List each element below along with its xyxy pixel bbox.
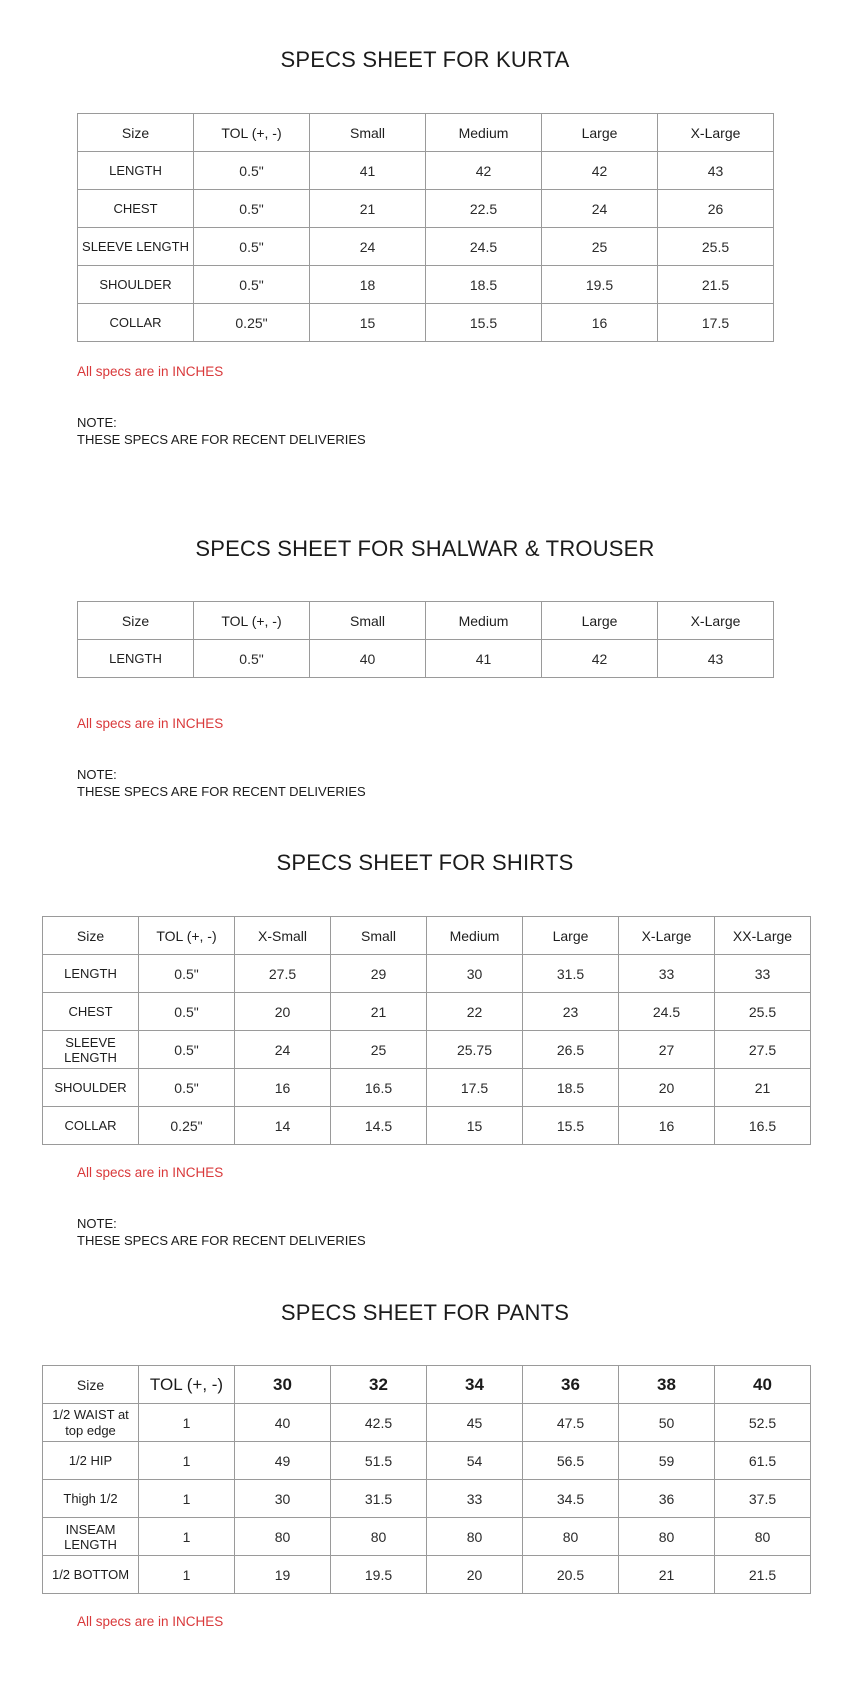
table-row <box>78 228 774 266</box>
table-cell: 19.5 <box>331 1556 427 1594</box>
shalwar-units-note: All specs are in INCHES <box>77 716 224 731</box>
table-cell: 33 <box>715 955 811 993</box>
kurta-spec-table <box>77 113 774 342</box>
row-label: 1/2 BOTTOM <box>43 1556 139 1594</box>
table-cell: 24.5 <box>619 993 715 1031</box>
row-label: CHEST <box>78 190 194 228</box>
table-cell: 42 <box>542 152 658 190</box>
column-header: TOL (+, -) <box>139 1366 235 1404</box>
table-cell: 0.5" <box>194 228 310 266</box>
table-cell: 18.5 <box>523 1069 619 1107</box>
table-row <box>43 1442 811 1480</box>
row-label: INSEAM LENGTH <box>43 1518 139 1556</box>
column-header: Large <box>542 114 658 152</box>
table-cell: 30 <box>427 955 523 993</box>
table-cell: 34.5 <box>523 1480 619 1518</box>
column-header: Size <box>43 917 139 955</box>
column-header: Medium <box>426 114 542 152</box>
table-cell: 80 <box>235 1518 331 1556</box>
row-label: SHOULDER <box>43 1069 139 1107</box>
column-header: 30 <box>235 1366 331 1404</box>
row-label: COLLAR <box>78 304 194 342</box>
table-cell: 33 <box>427 1480 523 1518</box>
shalwar-note <box>77 766 366 800</box>
column-header: Large <box>542 602 658 640</box>
row-label: LENGTH <box>43 955 139 993</box>
table-row <box>43 993 811 1031</box>
table-cell: 80 <box>715 1518 811 1556</box>
column-header: 36 <box>523 1366 619 1404</box>
table-cell: 40 <box>235 1404 331 1442</box>
shalwar-title: SPECS SHEET FOR SHALWAR & TROUSER <box>195 536 655 561</box>
table-cell: 22.5 <box>426 190 542 228</box>
table-cell: 45 <box>427 1404 523 1442</box>
note-label: NOTE: <box>77 767 117 782</box>
column-header: X-Large <box>658 602 774 640</box>
shirts-note <box>77 1215 366 1249</box>
table-row <box>78 266 774 304</box>
table-cell: 20 <box>619 1069 715 1107</box>
table-cell: 31.5 <box>523 955 619 993</box>
table-cell: 0.5" <box>194 152 310 190</box>
column-header: Medium <box>427 917 523 955</box>
table-cell: 0.5" <box>194 266 310 304</box>
table-row <box>43 1031 811 1069</box>
table-cell: 47.5 <box>523 1404 619 1442</box>
table-cell: 50 <box>619 1404 715 1442</box>
column-header: 32 <box>331 1366 427 1404</box>
shirts-spec-table <box>42 916 811 1145</box>
table-cell: 27 <box>619 1031 715 1069</box>
column-header: TOL (+, -) <box>139 917 235 955</box>
table-cell: 16 <box>542 304 658 342</box>
table-row <box>43 1107 811 1145</box>
column-header: X-Small <box>235 917 331 955</box>
table-cell: 24 <box>235 1031 331 1069</box>
table-cell: 43 <box>658 152 774 190</box>
table-row <box>43 1556 811 1594</box>
table-cell: 52.5 <box>715 1404 811 1442</box>
row-label: 1/2 WAIST at top edge <box>43 1404 139 1442</box>
table-row <box>43 1518 811 1556</box>
table-cell: 25.5 <box>715 993 811 1031</box>
table-cell: 29 <box>331 955 427 993</box>
table-cell: 15 <box>427 1107 523 1145</box>
table-cell: 16.5 <box>331 1069 427 1107</box>
row-label: SLEEVE LENGTH <box>78 228 194 266</box>
table-cell: 31.5 <box>331 1480 427 1518</box>
column-header: Small <box>310 114 426 152</box>
table-cell: 0.5" <box>139 993 235 1031</box>
table-cell: 0.5" <box>139 1069 235 1107</box>
table-cell: 18.5 <box>426 266 542 304</box>
column-header: Small <box>331 917 427 955</box>
table-cell: 21.5 <box>715 1556 811 1594</box>
row-label: Thigh 1/2 <box>43 1480 139 1518</box>
table-cell: 0.25" <box>194 304 310 342</box>
table-cell: 18 <box>310 266 426 304</box>
table-cell: 0.5" <box>194 640 310 678</box>
table-cell: 25 <box>542 228 658 266</box>
table-cell: 20.5 <box>523 1556 619 1594</box>
column-header: X-Large <box>619 917 715 955</box>
row-label: SHOULDER <box>78 266 194 304</box>
table-cell: 20 <box>427 1556 523 1594</box>
table-cell: 15.5 <box>426 304 542 342</box>
table-cell: 21 <box>715 1069 811 1107</box>
note-label: NOTE: <box>77 415 117 430</box>
table-header-row <box>43 1366 811 1404</box>
column-header: TOL (+, -) <box>194 602 310 640</box>
table-cell: 80 <box>523 1518 619 1556</box>
kurta-title: SPECS SHEET FOR KURTA <box>280 47 570 72</box>
column-header: Medium <box>426 602 542 640</box>
shirts-title: SPECS SHEET FOR SHIRTS <box>276 850 574 875</box>
table-cell: 0.5" <box>139 955 235 993</box>
table-cell: 14.5 <box>331 1107 427 1145</box>
table-cell: 16.5 <box>715 1107 811 1145</box>
kurta-units-note: All specs are in INCHES <box>77 364 224 379</box>
table-cell: 49 <box>235 1442 331 1480</box>
table-cell: 16 <box>235 1069 331 1107</box>
table-row <box>43 1404 811 1442</box>
table-cell: 27.5 <box>235 955 331 993</box>
table-cell: 1 <box>139 1518 235 1556</box>
table-cell: 19 <box>235 1556 331 1594</box>
column-header: Size <box>78 114 194 152</box>
table-cell: 21 <box>619 1556 715 1594</box>
table-row <box>78 152 774 190</box>
table-cell: 25 <box>331 1031 427 1069</box>
column-header: Size <box>43 1366 139 1404</box>
table-header-row <box>78 602 774 640</box>
table-cell: 80 <box>427 1518 523 1556</box>
column-header: 38 <box>619 1366 715 1404</box>
table-row <box>78 304 774 342</box>
table-cell: 15.5 <box>523 1107 619 1145</box>
table-cell: 1 <box>139 1442 235 1480</box>
table-cell: 0.5" <box>139 1031 235 1069</box>
table-cell: 21 <box>310 190 426 228</box>
row-label: LENGTH <box>78 640 194 678</box>
table-cell: 23 <box>523 993 619 1031</box>
table-cell: 41 <box>310 152 426 190</box>
shalwar-spec-table <box>77 601 774 678</box>
table-cell: 22 <box>427 993 523 1031</box>
shirts-units-note: All specs are in INCHES <box>77 1165 224 1180</box>
table-cell: 40 <box>310 640 426 678</box>
table-cell: 61.5 <box>715 1442 811 1480</box>
table-cell: 25.75 <box>427 1031 523 1069</box>
table-cell: 26.5 <box>523 1031 619 1069</box>
table-cell: 80 <box>619 1518 715 1556</box>
column-header: X-Large <box>658 114 774 152</box>
row-label: 1/2 HIP <box>43 1442 139 1480</box>
pants-spec-table <box>42 1365 811 1594</box>
table-cell: 17.5 <box>658 304 774 342</box>
table-cell: 30 <box>235 1480 331 1518</box>
table-row <box>43 955 811 993</box>
column-header: 34 <box>427 1366 523 1404</box>
table-row <box>43 1069 811 1107</box>
table-cell: 37.5 <box>715 1480 811 1518</box>
table-cell: 20 <box>235 993 331 1031</box>
table-cell: 26 <box>658 190 774 228</box>
table-cell: 51.5 <box>331 1442 427 1480</box>
table-cell: 1 <box>139 1404 235 1442</box>
table-cell: 24.5 <box>426 228 542 266</box>
table-cell: 42.5 <box>331 1404 427 1442</box>
note-text: THESE SPECS ARE FOR RECENT DELIVERIES <box>77 1233 366 1248</box>
table-cell: 42 <box>426 152 542 190</box>
table-cell: 16 <box>619 1107 715 1145</box>
table-cell: 27.5 <box>715 1031 811 1069</box>
table-cell: 59 <box>619 1442 715 1480</box>
table-cell: 0.5" <box>194 190 310 228</box>
table-cell: 21 <box>331 993 427 1031</box>
table-cell: 21.5 <box>658 266 774 304</box>
row-label: COLLAR <box>43 1107 139 1145</box>
table-cell: 0.25" <box>139 1107 235 1145</box>
column-header: XX-Large <box>715 917 811 955</box>
table-cell: 36 <box>619 1480 715 1518</box>
column-header: 40 <box>715 1366 811 1404</box>
column-header: Small <box>310 602 426 640</box>
note-label: NOTE: <box>77 1216 117 1231</box>
table-cell: 14 <box>235 1107 331 1145</box>
table-cell: 54 <box>427 1442 523 1480</box>
row-label: LENGTH <box>78 152 194 190</box>
row-label: CHEST <box>43 993 139 1031</box>
row-label: SLEEVE LENGTH <box>43 1031 139 1069</box>
table-cell: 80 <box>331 1518 427 1556</box>
table-cell: 1 <box>139 1480 235 1518</box>
table-cell: 41 <box>426 640 542 678</box>
table-cell: 19.5 <box>542 266 658 304</box>
column-header: Large <box>523 917 619 955</box>
table-cell: 15 <box>310 304 426 342</box>
table-row <box>78 640 774 678</box>
table-cell: 33 <box>619 955 715 993</box>
table-cell: 56.5 <box>523 1442 619 1480</box>
pants-units-note: All specs are in INCHES <box>77 1614 224 1629</box>
table-cell: 24 <box>542 190 658 228</box>
table-header-row <box>43 917 811 955</box>
column-header: TOL (+, -) <box>194 114 310 152</box>
table-header-row <box>78 114 774 152</box>
note-text: THESE SPECS ARE FOR RECENT DELIVERIES <box>77 432 366 447</box>
table-cell: 25.5 <box>658 228 774 266</box>
table-cell: 1 <box>139 1556 235 1594</box>
table-cell: 17.5 <box>427 1069 523 1107</box>
table-row <box>78 190 774 228</box>
column-header: Size <box>78 602 194 640</box>
table-cell: 42 <box>542 640 658 678</box>
table-cell: 43 <box>658 640 774 678</box>
table-row <box>43 1480 811 1518</box>
table-cell: 24 <box>310 228 426 266</box>
pants-title: SPECS SHEET FOR PANTS <box>280 1300 570 1325</box>
kurta-note <box>77 414 366 448</box>
note-text: THESE SPECS ARE FOR RECENT DELIVERIES <box>77 784 366 799</box>
